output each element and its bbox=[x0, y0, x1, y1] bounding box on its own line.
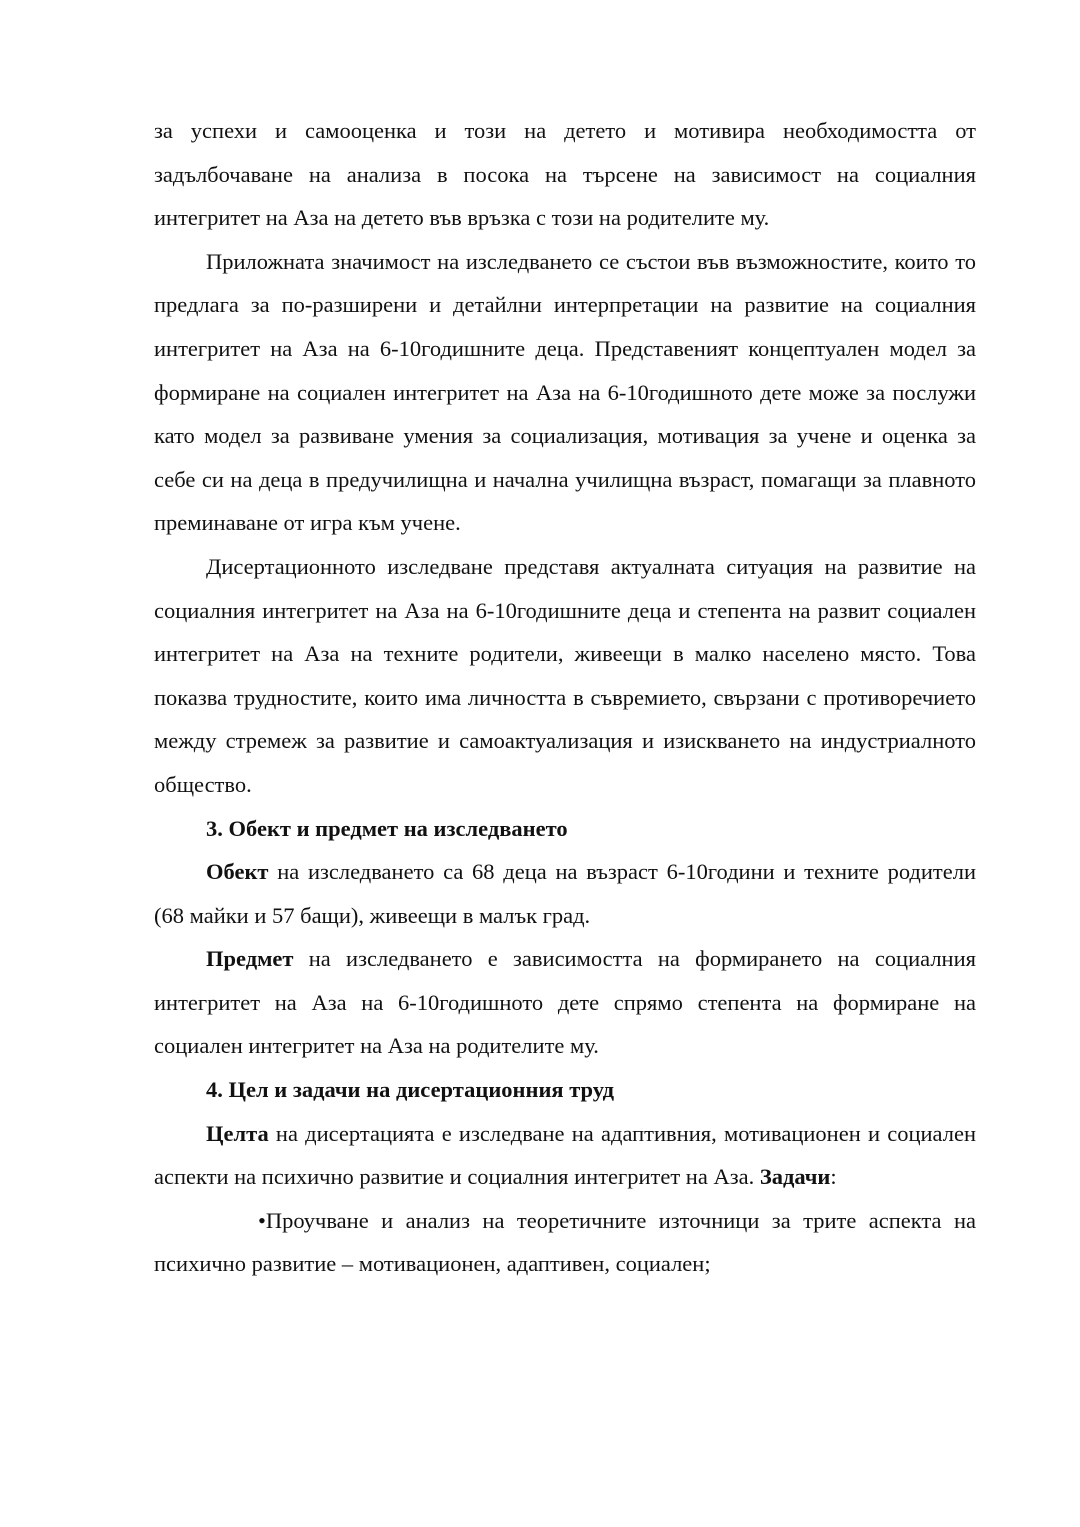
paragraph-object bbox=[154, 850, 976, 937]
document-page bbox=[154, 109, 976, 1286]
paragraph-dissertation-study: Дисертационното изследване представя актуалната ситуация на развитие на социалния интегритет на Аза на 6-10годишните деца и степента на развит социален интегритет на Аза на техните родители, живеещи в малко населено място. Това показва трудностите, които има личността в съвремието, свързани с противоречието между стремеж за развитие и самоактуализация и изискването на индустриалното общество. bbox=[154, 553, 976, 797]
bullet-item-text: Проучване и анализ на теоретичните източници за трите аспекта на психично развитие – мотивационен, адаптивен, социален; bbox=[154, 1207, 976, 1277]
paragraph-subject bbox=[154, 937, 976, 1068]
term-goal: Целта bbox=[206, 1120, 269, 1146]
object-text: на изследването са 68 деца на възраст 6-10години и техните родители (68 майки и 57 бащи), живеещи в малък град. bbox=[154, 859, 976, 928]
goal-text: на дисертацията е изследване на адаптивния, мотивационен и социален аспекти на психично развитие и социалния интегритет на Аза. bbox=[154, 1120, 976, 1190]
section-heading-object-subject: 3. Обект и предмет на изследването bbox=[206, 815, 568, 841]
tasks-colon: : bbox=[830, 1164, 837, 1190]
bullet-item-1 bbox=[154, 1199, 976, 1286]
section-heading-goal-tasks: 4. Цел и задачи на дисертационния труд bbox=[206, 1077, 614, 1103]
paragraph-goal bbox=[154, 1112, 976, 1199]
paragraph-continuation: за успехи и самооценка и този на детето и мотивира необходимостта от задълбочаване на анализа в посока на търсене на зависимост на социалния интегритет на Аза на детето във връзка с този на родителите му. bbox=[154, 118, 976, 231]
term-object: Обект bbox=[206, 859, 269, 885]
bullet-icon: • bbox=[258, 1207, 266, 1233]
subject-text: на изследването е зависимостта на формирането на социалния интегритет на Аза на 6-10годишното дете спрямо степента на формиране на социален интегритет на Аза на родителите му. bbox=[154, 946, 976, 1059]
term-tasks: Задачи bbox=[759, 1164, 831, 1190]
term-subject: Предмет bbox=[206, 946, 294, 972]
paragraph-applied-significance: Приложната значимост на изследването се състои във възможностите, които то предлага за по-разширени и детайлни интерпретации на развитие на социалния интегритет на Аза на 6-10годишните деца. Представеният концептуален модел за формиране на социален интегритет на Аза на 6-10годишното дете може за послужи като модел за развиване умения за социализация, мотивация за учене и оценка за себе си на деца в предучилищна и начална училищна възраст, помагащи за плавното преминаване от игра към учене. bbox=[154, 248, 976, 536]
